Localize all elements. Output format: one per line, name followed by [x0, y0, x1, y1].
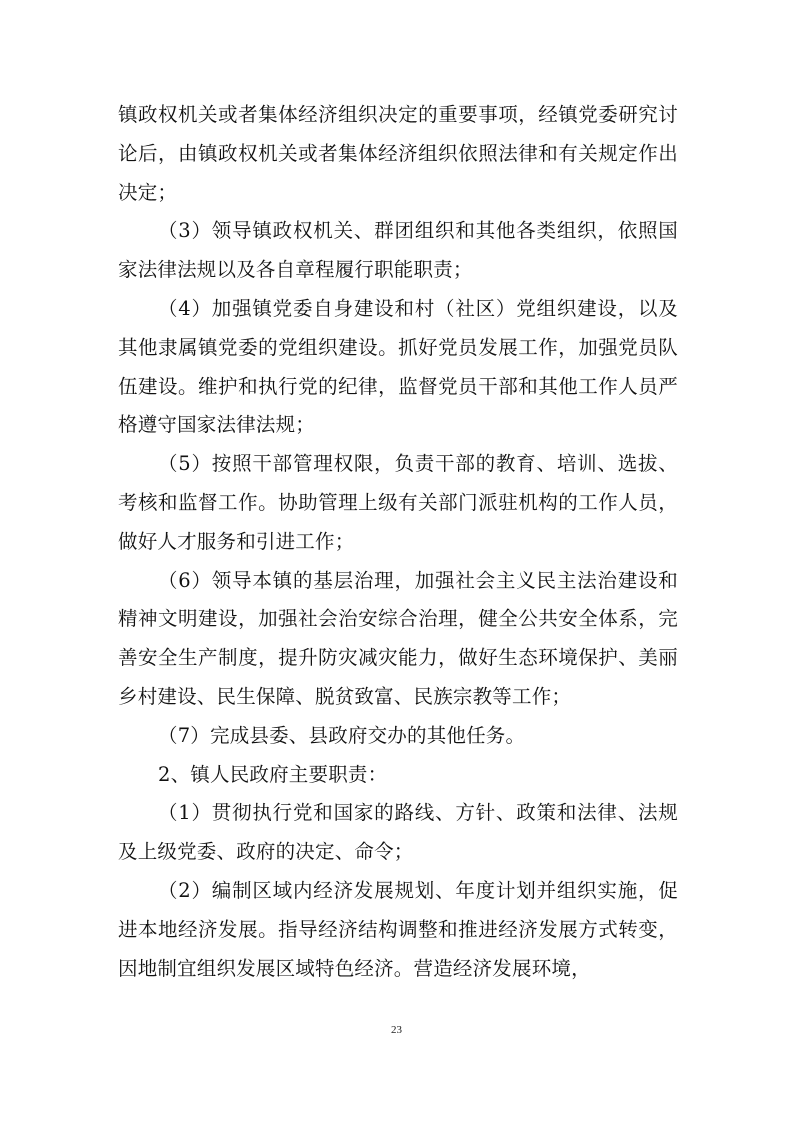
paragraph-item-7: （7）完成县委、县政府交办的其他任务。: [158, 723, 526, 747]
paragraph-continuation: 镇政权机关或者集体经济组织决定的重要事项，经镇党委研究讨论后，由镇政权机关或者集体经济组织依照法律和有关规定作出决定；: [118, 103, 678, 204]
paragraph-item-5: （5）按照干部管理权限，负责干部的教育、培训、选拔、考核和监督工作。协助管理上级有关部门派驻机构的工作人员，做好人才服务和引进工作；: [118, 452, 678, 553]
paragraph-item-3: （3）领导镇政权机关、群团组织和其他各类组织，依照国家法律法规以及各自章程履行职能职责；: [118, 219, 678, 282]
page-number: 23: [391, 1024, 402, 1036]
body-text: [118, 96, 678, 988]
paragraph-gov-item-2: （2）编制区域内经济发展规划、年度计划并组织实施，促进本地经济发展。指导经济结构调整和推进经济发展方式转变，因地制宜组织发展区域特色经济。营造经济发展环境，: [118, 878, 678, 980]
paragraph-gov-item-1: （1）贯彻执行党和国家的路线、方针、政策和法律、法规及上级党委、政府的决定、命令；: [118, 801, 678, 864]
paragraph-item-4: （4）加强镇党委自身建设和村（社区）党组织建设，以及其他隶属镇党委的党组织建设。抓好党员发展工作，加强党员队伍建设。维护和执行党的纪律，监督党员干部和其他工作人员严格遵守国家法律法规；: [118, 296, 678, 437]
paragraph-item-6: （6）领导本镇的基层治理，加强社会主义民主法治建设和精神文明建设，加强社会治安综合治理，健全公共安全体系，完善安全生产制度，提升防灾减灾能力，做好生态环境保护、美丽乡村建设、民生保障、脱贫致富、民族宗教等工作；: [118, 568, 678, 708]
section-heading-2: 2、镇人民政府主要职责：: [158, 762, 388, 786]
